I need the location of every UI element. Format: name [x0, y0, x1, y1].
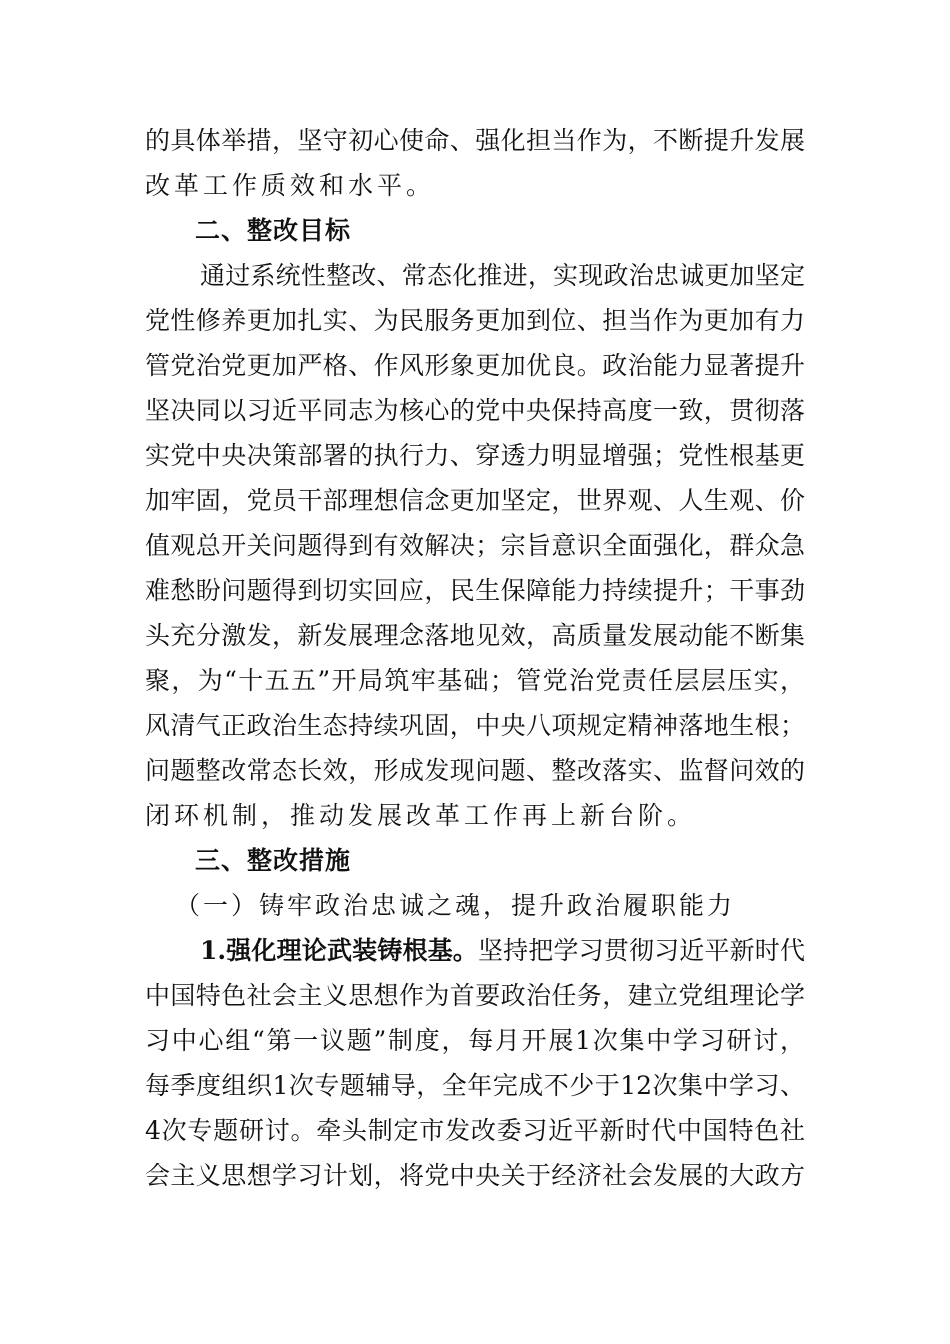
- body-line: 的具体举措，坚守初心使命、强化担当作为，不断提升发展: [145, 126, 805, 155]
- item-text: 坚持把学习贯彻习近平新时代: [477, 936, 805, 965]
- body-line: 4次专题研讨。牵头制定市发改委习近平新时代中国特色社: [145, 1116, 805, 1145]
- body-line: 每季度组织1次专题辅导，全年完成不少于12次集中学习、: [145, 1071, 805, 1100]
- section-heading-goals: 二、整改目标: [195, 216, 352, 245]
- body-line: 通过系统性整改、常态化推进，实现政治忠诚更加坚定: [200, 261, 805, 290]
- item-title: 1.强化理论武装铸根基。: [200, 936, 478, 965]
- body-line: 党性修养更加扎实、为民服务更加到位、担当作为更加有力: [145, 306, 805, 335]
- body-line: 坚决同以习近平同志为核心的党中央保持高度一致，贯彻落: [145, 396, 805, 425]
- body-line: 实党中央决策部署的执行力、穿透力明显增强；党性根基更: [145, 441, 805, 470]
- body-line: 改革工作质效和水平。: [145, 171, 436, 200]
- body-line: 值观总开关问题得到有效解决；宗旨意识全面强化，群众急: [145, 531, 805, 560]
- body-line: 问题整改常态长效，形成发现问题、整改落实、监督问效的: [145, 756, 805, 785]
- body-line: 加牢固，党员干部理想信念更加坚定，世界观、人生观、价: [145, 486, 805, 515]
- body-line: 风清气正政治生态持续巩固，中央八项规定精神落地生根；: [145, 711, 805, 740]
- subsection-heading: （一）铸牢政治忠诚之魂，提升政治履职能力: [175, 891, 736, 920]
- body-line: 习中心组“第一议题”制度，每月开展1次集中学习研讨，: [145, 1026, 805, 1055]
- body-line: 聚，为“十五五”开局筑牢基础；管党治党责任层层压实，: [145, 666, 805, 695]
- body-line: 闭环机制，推动发展改革工作再上新台阶。: [145, 801, 697, 830]
- body-line: 中国特色社会主义思想作为首要政治任务，建立党组理论学: [145, 981, 805, 1010]
- body-line: 难愁盼问题得到切实回应，民生保障能力持续提升；干事劲: [145, 576, 805, 605]
- body-line: [200, 928, 805, 973]
- body-line: 头充分激发，新发展理念落地见效，高质量发展动能不断集: [145, 621, 805, 650]
- body-line: 会主义思想学习计划，将党中央关于经济社会发展的大政方: [145, 1161, 805, 1190]
- body-line: 管党治党更加严格、作风形象更加优良。政治能力显著提升: [145, 351, 805, 380]
- section-heading-measures: 三、整改措施: [195, 846, 352, 875]
